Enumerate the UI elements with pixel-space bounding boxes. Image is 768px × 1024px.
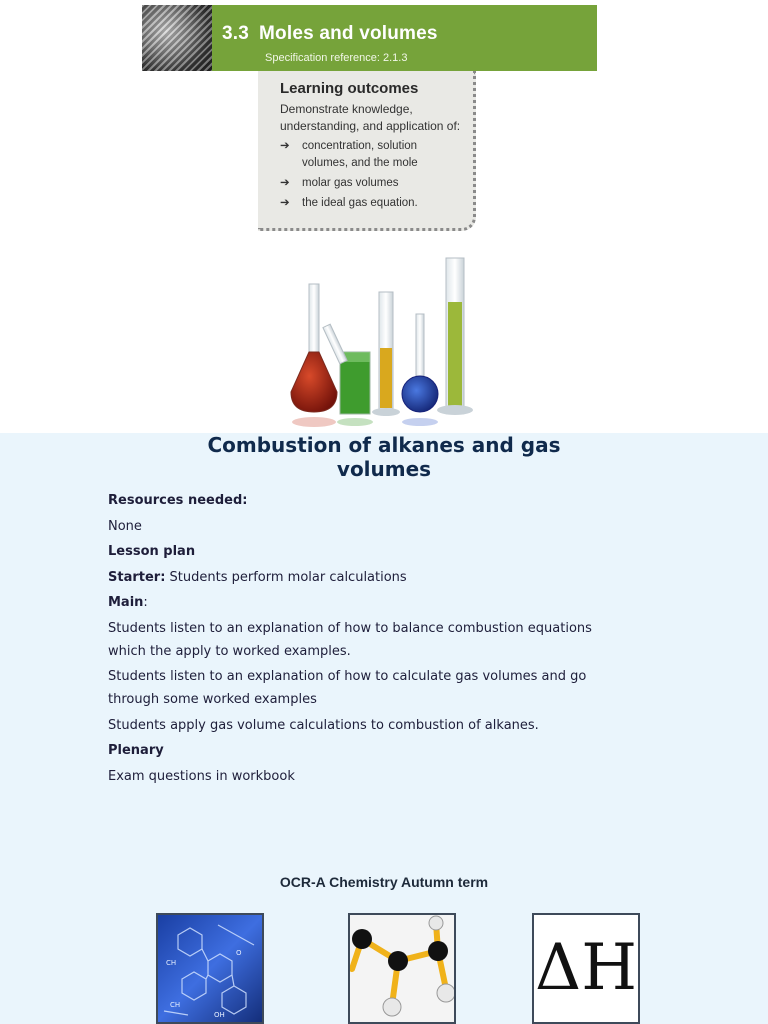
starter-line (108, 566, 648, 589)
list-item: ➔ the ideal gas equation. (280, 195, 473, 212)
lab-glassware-image (283, 252, 483, 430)
starter-label: Starter: (108, 569, 166, 585)
learning-outcomes-list (280, 138, 473, 212)
learning-outcomes-title: Learning outcomes (280, 80, 419, 97)
main-line: Main: (108, 595, 148, 610)
delta-h-symbol: ΔH (534, 931, 638, 1005)
enthalpy-symbol-thumbnail (532, 913, 640, 1024)
header-region (0, 0, 768, 433)
learning-outcomes-box (258, 71, 476, 231)
red-flask (291, 352, 337, 412)
learning-outcomes-intro: Demonstrate knowledge, understanding, and application of: (280, 102, 461, 133)
list-item: ➔ concentration, solution volumes, and the mole (280, 138, 473, 172)
lesson-content (108, 489, 648, 790)
plenary-text: Exam questions in workbook (108, 768, 295, 784)
main-item: Students apply gas volume calculations to combustion of alkanes. (108, 717, 539, 733)
svg-text:O: O (236, 949, 242, 957)
list-item: ➔ molar gas volumes (280, 175, 473, 192)
lesson-title: Combustion of alkanes and gas volumes (207, 433, 561, 481)
molecular-structure-thumbnail (156, 913, 264, 1024)
main-item: Students listen to an explanation of how to calculate gas volumes and go through some worked examples (108, 669, 587, 707)
course-footer-title: OCR-A Chemistry Autumn term (279, 874, 489, 890)
main-label: Main (108, 595, 144, 610)
topic-banner (142, 5, 597, 71)
arrow-icon: ➔ (280, 177, 290, 189)
resources-label: Resources needed: (108, 493, 248, 508)
specification-reference: Specification reference: 2.1.3 (265, 52, 408, 64)
lesson-plan-section (0, 433, 768, 1024)
lesson-plan-label: Lesson plan (108, 544, 196, 559)
topic-number: 3.3 (222, 23, 250, 44)
resources-value: None (108, 518, 142, 534)
banner-thumbnail-image (142, 5, 212, 71)
svg-text:OH: OH (214, 1011, 225, 1019)
blue-flask (402, 376, 438, 412)
banner-title (222, 23, 438, 45)
starter-text: Students perform molar calculations (165, 569, 407, 585)
svg-text:CH: CH (166, 959, 177, 967)
ball-and-stick-model-thumbnail (348, 913, 456, 1024)
arrow-icon: ➔ (280, 197, 290, 209)
svg-text:CH: CH (170, 1001, 181, 1009)
main-item: Students listen to an explanation of how to balance combustion equations which the apply to worked examples. (108, 620, 592, 659)
topic-title: Moles and volumes (259, 23, 438, 44)
arrow-icon: ➔ (280, 140, 290, 152)
plenary-label: Plenary (108, 743, 164, 758)
